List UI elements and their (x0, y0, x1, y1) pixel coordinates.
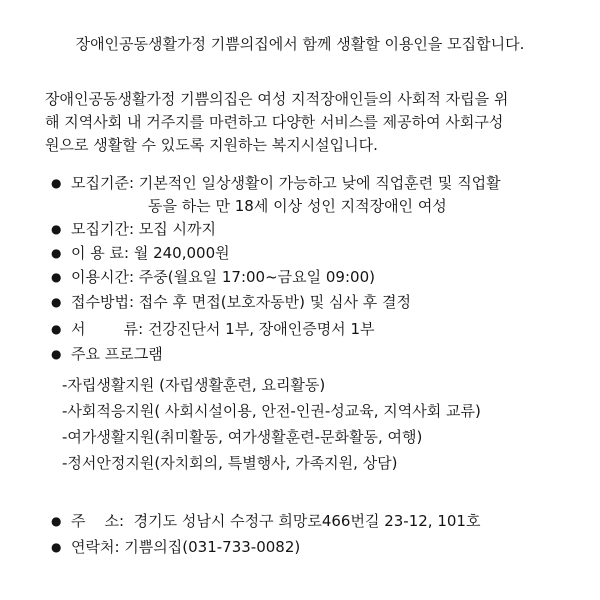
bullet-icon: ● (51, 270, 62, 284)
intro-line-3: 원으로 생활할 수 있도록 지원하는 복지시설입니다. (45, 136, 378, 154)
criteria-item-continued: 동을 하는 만 18세 이상 성인 지적장애인 여성 (148, 197, 447, 215)
program-item-independent-living: -자립생활지원 (자립생활훈련, 요리활동) (62, 376, 326, 394)
bullet-icon: ● (51, 540, 62, 554)
programs-title: 주요 프로그램 (71, 345, 163, 363)
program-item-emotional-stability: -정서안정지원(자치회의, 특별행사, 가족지원, 상담) (62, 454, 398, 472)
page-headline: 장애인공동생활가정 기쁨의집에서 함께 생활할 이용인을 모집합니다. (75, 35, 525, 53)
bullet-icon: ● (51, 514, 62, 528)
fee-item: 이 용 료: 월 240,000원 (71, 244, 230, 262)
bullet-icon: ● (51, 295, 62, 309)
phone-item: 연락처: 기쁨의집(031-733-0082) (71, 538, 301, 556)
documents-item: 서 류: 건강진단서 1부, 장애인증명서 1부 (71, 320, 375, 338)
bullet-icon: ● (51, 347, 62, 361)
program-item-social-adaptation: -사회적응지원( 사회시설이용, 안전-인권-성교육, 지역사회 교류) (62, 402, 481, 420)
intro-line-2: 해 지역사회 내 거주지를 마련하고 다양한 서비스를 제공하여 사회구성 (45, 113, 504, 131)
method-item: 접수방법: 접수 후 면접(보호자동반) 및 심사 후 결정 (71, 293, 411, 311)
hours-item: 이용시간: 주중(월요일 17:00~금요일 09:00) (71, 268, 375, 286)
bullet-icon: ● (51, 222, 62, 236)
program-item-leisure: -여가생활지원(취미활동, 여가생활훈련-문화활동, 여행) (62, 428, 423, 446)
period-item: 모집기간: 모집 시까지 (71, 220, 217, 238)
bullet-icon: ● (51, 176, 62, 190)
criteria-item: 모집기준: 기본적인 일상생활이 가능하고 낮에 직업훈련 및 직업활 (71, 174, 501, 192)
bullet-icon: ● (51, 322, 62, 336)
bullet-icon: ● (51, 246, 62, 260)
address-item: 주 소: 경기도 성남시 수정구 희망로466번길 23-12, 101호 (71, 512, 481, 530)
intro-line-1: 장애인공동생활가정 기쁨의집은 여성 지적장애인들의 사회적 자립을 위 (45, 90, 509, 108)
